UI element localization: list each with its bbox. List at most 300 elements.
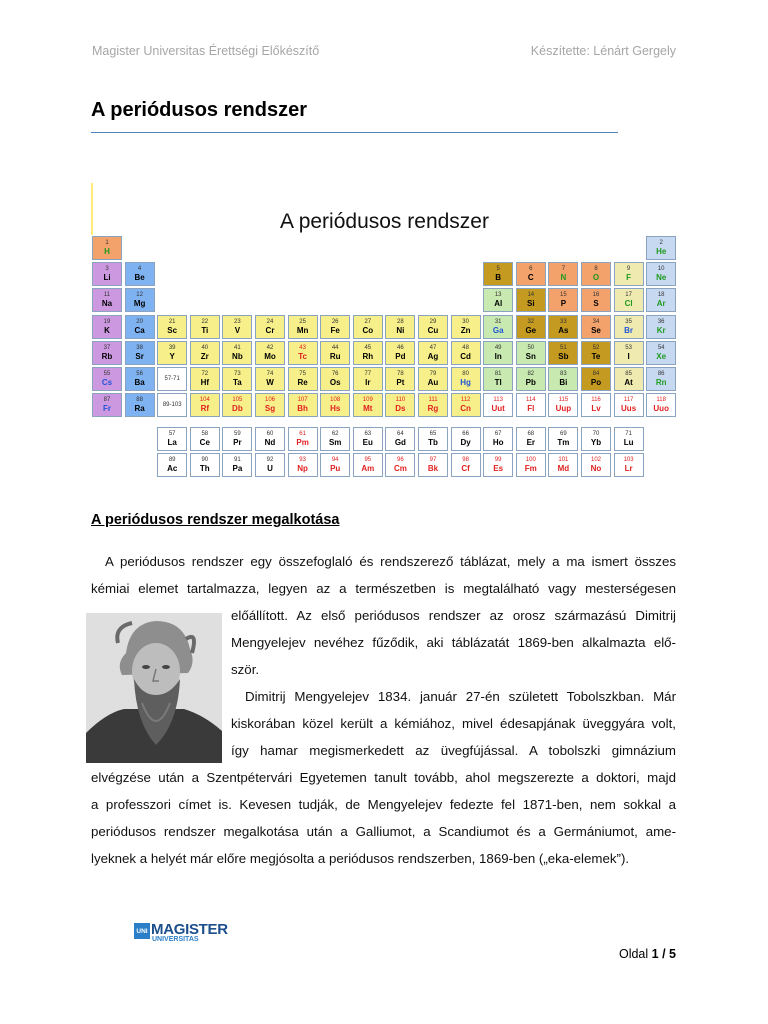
element-symbol: Fe <box>330 325 340 335</box>
logo-subtext: UNIVERSITAS <box>152 936 199 943</box>
element-symbol: Pu <box>330 464 341 473</box>
element-number: 91 <box>234 457 241 463</box>
element-rb <box>92 341 122 365</box>
element-tb <box>418 427 448 451</box>
element-dy <box>451 427 481 451</box>
element-number: 104 <box>199 397 210 404</box>
element-number: 47 <box>429 344 437 351</box>
element-symbol: Cl <box>624 299 633 309</box>
element-number: 86 <box>657 371 665 377</box>
element-number: 97 <box>429 457 437 463</box>
mendeleev-portrait <box>86 613 222 763</box>
element-number: 88 <box>136 397 143 404</box>
page-number <box>619 947 676 961</box>
element-symbol: Nb <box>232 351 243 361</box>
element-ac <box>157 453 187 477</box>
element-tm <box>548 427 578 451</box>
element-number: 73 <box>234 371 241 377</box>
element-symbol: Au <box>427 378 439 387</box>
title-underline <box>91 132 618 133</box>
element-rh <box>353 341 383 365</box>
element-number: 114 <box>526 397 536 404</box>
element-pm <box>288 427 318 451</box>
element-cs <box>92 367 122 391</box>
element-bh <box>288 393 318 417</box>
element-number: 105 <box>232 397 243 404</box>
element-ti <box>190 315 220 339</box>
element-nd <box>255 427 285 451</box>
element-o <box>581 262 611 286</box>
element-u <box>255 453 285 477</box>
element-symbol: Sg <box>264 404 276 414</box>
element-uup <box>548 393 578 417</box>
element-pb <box>516 367 546 391</box>
element-number: 112 <box>460 397 471 404</box>
element-number: 38 <box>136 344 143 351</box>
element-number: 61 <box>299 431 306 437</box>
element-symbol: Se <box>591 325 601 335</box>
element-sr <box>125 341 155 365</box>
element-symbol: Ir <box>365 378 371 387</box>
element-hg <box>451 367 481 391</box>
element-symbol: Cf <box>461 464 470 473</box>
element-au <box>418 367 448 391</box>
element-number: 2 <box>659 240 663 246</box>
element-rg <box>418 393 448 417</box>
element-number: 109 <box>362 397 373 404</box>
element-symbol: Br <box>624 325 634 335</box>
element-number: 94 <box>331 457 339 463</box>
body-line-7: kiskorában közel került a kémiához, mivel édesapjának üveggyára volt, <box>231 716 676 731</box>
element-ar <box>646 288 676 312</box>
element-hs <box>320 393 350 417</box>
element-sn <box>516 341 546 365</box>
element-number: 93 <box>299 457 306 463</box>
element-symbol: Zr <box>200 351 209 361</box>
element-symbol: Hs <box>330 404 341 414</box>
element-es <box>483 453 513 477</box>
element-db <box>222 393 252 417</box>
element-symbol: Cm <box>393 464 407 473</box>
element-symbol: Er <box>526 438 536 447</box>
periodic-table-figure <box>91 183 678 483</box>
element-zn <box>451 315 481 339</box>
section-heading: A periódusos rendszer megalkotása <box>91 512 340 528</box>
element-symbol: In <box>494 351 502 361</box>
element-ca <box>125 315 155 339</box>
element-number: 1 <box>105 240 109 246</box>
element-symbol: Ce <box>199 438 210 447</box>
element-symbol: Ho <box>492 438 504 447</box>
element-number: 70 <box>592 431 600 437</box>
body-line-8: így hamar megismerkedett az üvegfújással. A tobolszki gimnázium <box>231 743 676 758</box>
element-mo <box>255 341 285 365</box>
element-am <box>353 453 383 477</box>
element-rn <box>646 367 676 391</box>
element-md <box>548 453 578 477</box>
element-number: 4 <box>137 266 142 273</box>
element-ne <box>646 262 676 286</box>
element-number: 92 <box>266 457 274 463</box>
element-number: 18 <box>657 292 665 299</box>
element-ni <box>385 315 415 339</box>
element-number: 98 <box>462 457 469 463</box>
element-symbol: Rf <box>200 404 210 414</box>
element-lr <box>614 453 644 477</box>
element-symbol: Pt <box>396 378 405 387</box>
element-number: 54 <box>657 344 665 351</box>
element-si <box>516 288 546 312</box>
element-la <box>157 427 187 451</box>
element-number: 85 <box>625 371 632 377</box>
element-pr <box>222 427 252 451</box>
element-symbol: Fr <box>103 404 111 414</box>
element-symbol: Am <box>361 464 375 473</box>
body-line-2: kémiai elemet tartalmazza, legyen az a természetben is megtalálható vagy mesterségesen <box>91 581 676 596</box>
element-symbol: Mo <box>264 351 276 361</box>
element-number: 64 <box>397 431 404 437</box>
element-number: 8 <box>594 266 598 273</box>
element-mg <box>125 288 155 312</box>
element-number: 68 <box>527 431 535 437</box>
element-number: 32 <box>527 318 535 325</box>
element-ho <box>483 427 513 451</box>
element-number: 78 <box>397 371 404 377</box>
body-line-12: lyeknek a helyét már előre megjósolta a periódusos rendszerben, 1869-ben („eka-elemek”). <box>91 851 630 866</box>
element-number: 36 <box>657 318 665 325</box>
element-symbol: Re <box>297 378 308 387</box>
element-uuo <box>646 393 676 417</box>
element-number: 57 <box>168 431 176 437</box>
element-symbol: Ds <box>395 404 406 414</box>
element-symbol: P <box>560 299 567 309</box>
element-number: 110 <box>395 397 406 404</box>
element-symbol: Lu <box>623 438 634 447</box>
element-number: 62 <box>331 431 339 437</box>
element-re <box>288 367 318 391</box>
element-symbol: Lv <box>591 404 601 414</box>
element-symbol: Rb <box>101 351 113 361</box>
element-number: 41 <box>234 344 241 351</box>
element-number: 66 <box>462 431 469 437</box>
element-symbol: Cs <box>101 378 113 387</box>
element-i <box>614 341 644 365</box>
element-symbol: W <box>266 378 274 387</box>
element-number: 15 <box>560 292 567 299</box>
element-number: 9 <box>626 266 631 273</box>
element-symbol: No <box>590 464 602 473</box>
element-number: 7 <box>561 266 566 273</box>
element-symbol: Nd <box>264 438 276 447</box>
element-number: 33 <box>560 318 567 325</box>
element-sc <box>157 315 187 339</box>
element-number: 45 <box>364 344 372 351</box>
element-number: 14 <box>527 292 535 299</box>
element-sm <box>320 427 350 451</box>
element-cr <box>255 315 285 339</box>
element-symbol: Cr <box>265 325 275 335</box>
element-number: 29 <box>429 318 437 325</box>
element-symbol: Sc <box>167 325 178 335</box>
element-number: 111 <box>428 397 438 404</box>
element-number: 39 <box>168 344 176 351</box>
element-number: 101 <box>558 457 569 463</box>
element-symbol: Mn <box>296 325 309 335</box>
element-symbol: Np <box>297 464 308 473</box>
element-rf <box>190 393 220 417</box>
element-symbol: Rh <box>362 351 374 361</box>
element-number: 81 <box>494 371 502 377</box>
page-total: 5 <box>669 947 676 961</box>
element-number: 89-103 <box>162 402 182 409</box>
element-number: 72 <box>201 371 209 377</box>
element-number: 118 <box>656 397 666 404</box>
element-number: 52 <box>592 344 600 351</box>
element-number: 22 <box>201 318 209 325</box>
element-symbol: Tl <box>494 378 502 387</box>
element-n <box>548 262 578 286</box>
element-symbol: Gd <box>394 438 406 447</box>
element-number: 103 <box>623 457 634 463</box>
element-number: 12 <box>136 292 143 299</box>
element-number: 115 <box>558 397 569 404</box>
element-ru <box>320 341 350 365</box>
element-as <box>548 315 578 339</box>
element-number: 55 <box>103 371 111 377</box>
element-symbol: Lr <box>624 464 633 473</box>
element-number: 96 <box>397 457 404 463</box>
element-symbol: Tc <box>298 351 307 361</box>
element-at <box>614 367 644 391</box>
element-number: 71 <box>625 431 632 437</box>
element-b <box>483 262 513 286</box>
element-number: 43 <box>299 344 306 351</box>
element-number: 82 <box>527 371 535 377</box>
element-symbol: Pa <box>232 464 243 473</box>
element-ba <box>125 367 155 391</box>
element-symbol: Dy <box>460 438 471 447</box>
element-symbol: I <box>627 351 630 361</box>
element-range-ref <box>157 393 187 417</box>
element-ag <box>418 341 448 365</box>
element-number: 10 <box>657 266 665 273</box>
element-number: 80 <box>462 371 469 377</box>
element-fm <box>516 453 546 477</box>
element-hf <box>190 367 220 391</box>
element-symbol: H <box>104 247 110 256</box>
element-symbol: Fl <box>527 404 535 414</box>
header-left: Magister Universitas Érettségi Előkészítő <box>92 44 320 58</box>
element-number: 24 <box>266 318 274 325</box>
element-symbol: Al <box>494 299 503 309</box>
element-symbol: Pr <box>233 438 242 447</box>
element-number: 44 <box>331 344 339 351</box>
element-fe <box>320 315 350 339</box>
element-symbol: Pb <box>525 378 536 387</box>
element-symbol: Es <box>493 464 504 473</box>
element-symbol: He <box>656 247 667 256</box>
element-number: 83 <box>560 371 567 377</box>
element-number: 67 <box>494 431 502 437</box>
element-s <box>581 288 611 312</box>
element-bi <box>548 367 578 391</box>
element-symbol: Co <box>362 325 374 335</box>
element-number: 76 <box>331 371 339 377</box>
element-number: 56 <box>136 371 143 377</box>
element-symbol: Bi <box>559 378 568 387</box>
element-number: 23 <box>234 318 241 325</box>
element-number: 46 <box>397 344 404 351</box>
element-number: 107 <box>297 397 308 404</box>
element-symbol: Ac <box>167 464 178 473</box>
element-number: 19 <box>103 318 111 325</box>
element-number: 102 <box>590 457 601 463</box>
element-symbol: N <box>560 273 567 283</box>
element-br <box>614 315 644 339</box>
element-number: 116 <box>591 397 601 404</box>
element-number: 17 <box>625 292 632 299</box>
element-symbol: Uus <box>621 404 637 414</box>
element-co <box>353 315 383 339</box>
element-symbol: As <box>558 325 569 335</box>
element-number: 5 <box>496 266 500 273</box>
element-number: 53 <box>625 344 632 351</box>
element-gd <box>385 427 415 451</box>
header-right: Készítette: Lénárt Gergely <box>530 44 676 58</box>
element-number: 84 <box>592 371 600 377</box>
element-symbol: Kr <box>656 325 666 335</box>
element-bk <box>418 453 448 477</box>
element-na <box>92 288 122 312</box>
element-symbol: Rg <box>427 404 439 414</box>
element-number: 26 <box>331 318 339 325</box>
element-symbol: U <box>267 464 273 473</box>
element-nb <box>222 341 252 365</box>
element-symbol: Sr <box>135 351 144 361</box>
element-symbol: Uuo <box>653 404 669 414</box>
element-number: 31 <box>494 318 502 325</box>
element-symbol: Si <box>527 299 535 309</box>
element-ga <box>483 315 513 339</box>
element-no <box>581 453 611 477</box>
element-number: 117 <box>623 397 634 404</box>
element-symbol: Li <box>103 273 111 283</box>
element-kr <box>646 315 676 339</box>
magister-logo <box>134 919 234 947</box>
body-line-11: periódusos rendszer megalkotása után a Galliumot, a Scandiumot és a Germániumot, ame- <box>91 824 676 839</box>
body-line-9: elvégzése után a Szentpétervári Egyetemen tanult tovább, ahol megszerezte a doktori, majd <box>91 770 676 785</box>
element-symbol: Hg <box>460 378 471 387</box>
element-mn <box>288 315 318 339</box>
element-sg <box>255 393 285 417</box>
element-ra <box>125 393 155 417</box>
element-symbol: Pd <box>395 351 406 361</box>
element-po <box>581 367 611 391</box>
element-y <box>157 341 187 365</box>
element-number: 75 <box>299 371 306 377</box>
body-line-6: Dimitrij Mengyelejev 1834. január 27-én született Tobolszkban. Már <box>245 689 676 704</box>
element-number: 42 <box>266 344 274 351</box>
element-uus <box>614 393 644 417</box>
element-symbol: Db <box>232 404 243 414</box>
element-cu <box>418 315 448 339</box>
element-number: 25 <box>299 318 306 325</box>
page-label: Oldal <box>618 947 649 961</box>
element-al <box>483 288 513 312</box>
element-number: 99 <box>494 457 502 463</box>
element-symbol: Po <box>590 378 602 387</box>
element-symbol: Ge <box>525 325 537 335</box>
element-number: 89 <box>168 457 176 463</box>
element-number: 40 <box>201 344 209 351</box>
element-number: 77 <box>364 371 372 377</box>
element-symbol: C <box>527 273 534 283</box>
element-np <box>288 453 318 477</box>
element-yb <box>581 427 611 451</box>
element-symbol: Ba <box>134 378 145 387</box>
element-symbol: Te <box>591 351 601 361</box>
element-ir <box>353 367 383 391</box>
element-cm <box>385 453 415 477</box>
element-c <box>516 262 546 286</box>
element-number: 11 <box>103 292 111 299</box>
element-number: 74 <box>266 371 274 377</box>
element-number: 65 <box>429 431 437 437</box>
element-number: 21 <box>168 318 176 325</box>
element-symbol: Pm <box>296 438 309 447</box>
element-symbol: Hf <box>200 378 210 387</box>
element-symbol: Ca <box>134 325 145 335</box>
element-pu <box>320 453 350 477</box>
element-th <box>190 453 220 477</box>
element-f <box>614 262 644 286</box>
element-number: 100 <box>525 457 536 463</box>
element-symbol: Be <box>134 273 145 283</box>
element-symbol: Uup <box>555 404 572 414</box>
element-symbol: Rn <box>655 378 667 387</box>
element-ta <box>222 367 252 391</box>
element-pa <box>222 453 252 477</box>
logo-text: MAGISTER <box>151 921 228 938</box>
element-symbol: Fm <box>524 464 537 473</box>
element-number: 49 <box>494 344 502 351</box>
element-number: 106 <box>264 397 275 404</box>
element-number: 35 <box>625 318 632 325</box>
element-symbol: Zn <box>460 325 471 335</box>
element-symbol: Th <box>199 464 210 473</box>
element-symbol: Tb <box>428 438 438 447</box>
element-symbol: Sb <box>558 351 569 361</box>
element-number: 59 <box>234 431 241 437</box>
element-symbol: Ga <box>492 325 504 335</box>
logo-badge: UNI <box>136 928 148 935</box>
element-he <box>646 236 676 260</box>
element-tl <box>483 367 513 391</box>
element-fr <box>92 393 122 417</box>
element-zr <box>190 341 220 365</box>
element-mt <box>353 393 383 417</box>
element-v <box>222 315 252 339</box>
element-symbol: Os <box>329 378 341 387</box>
element-number: 60 <box>266 431 274 437</box>
element-number: 20 <box>136 318 143 325</box>
element-number: 95 <box>364 457 372 463</box>
figure-title: A periódusos rendszer <box>280 210 489 233</box>
element-cn <box>451 393 481 417</box>
element-symbol: Ni <box>396 325 405 335</box>
element-symbol: O <box>592 273 600 283</box>
element-lv <box>581 393 611 417</box>
